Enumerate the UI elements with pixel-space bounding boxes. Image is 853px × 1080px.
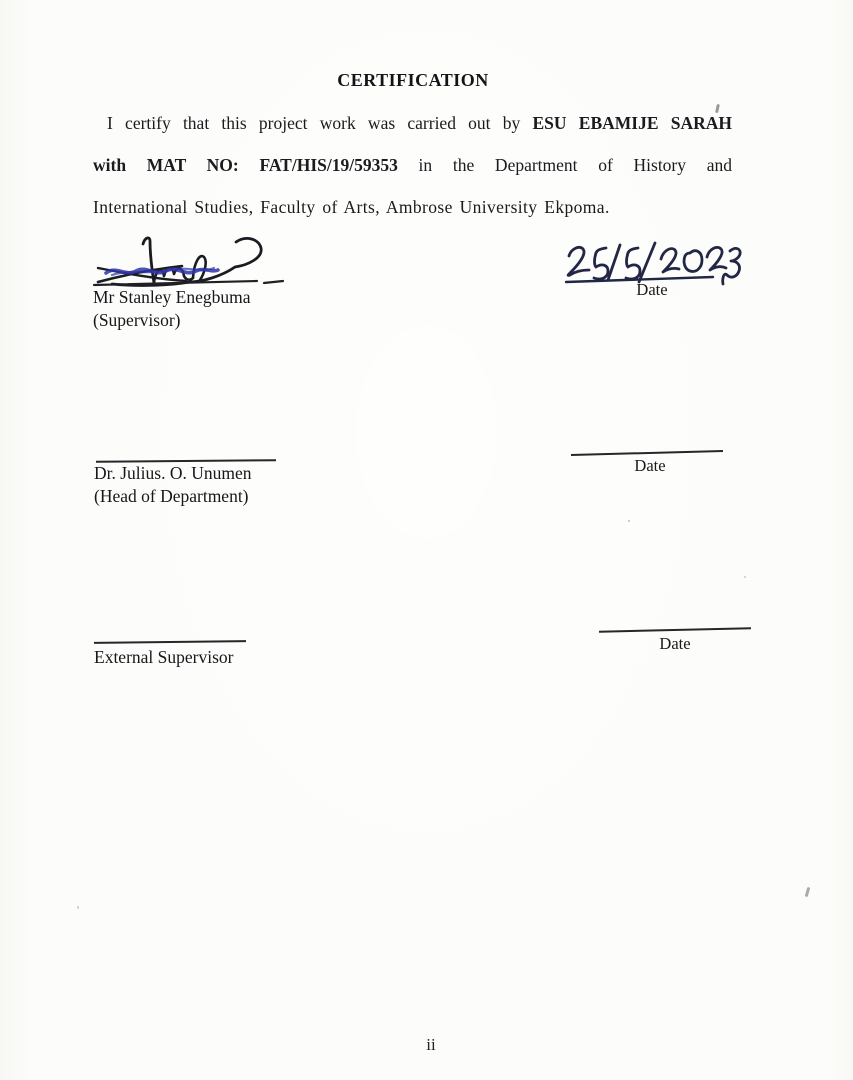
paragraph-line1-normal: I certify that this project work was carried out by: [107, 113, 533, 133]
supervisor-date-label: Date: [636, 280, 668, 299]
mat-no-bold: with MAT NO: FAT/HIS/19/59353: [93, 155, 398, 175]
scan-speck: [628, 520, 630, 522]
supervisor-signature-image: [86, 232, 286, 294]
external-signature-line: [94, 640, 246, 644]
certification-paragraph: [93, 102, 732, 228]
paragraph-line-2: [93, 144, 732, 186]
scan-speck: [744, 576, 746, 578]
supervisor-role: (Supervisor): [93, 310, 181, 330]
external-date-label: Date: [659, 634, 691, 653]
supervisor-name: Mr Stanley Enegbuma: [93, 287, 251, 307]
student-name-bold: ESU EBAMIJE SARAH: [532, 113, 732, 133]
paragraph-line2-normal: in the Department of History and: [397, 155, 732, 175]
external-supervisor-name: External Supervisor: [94, 647, 234, 667]
scan-speck: [77, 906, 79, 909]
hod-name: Dr. Julius. O. Unumen: [94, 463, 252, 483]
page-title: CERTIFICATION: [337, 70, 489, 90]
hod-role: (Head of Department): [94, 486, 249, 506]
hod-date-label: Date: [634, 456, 666, 475]
paragraph-line-1: [93, 102, 732, 144]
scan-speck: [805, 887, 811, 897]
page-number: ii: [426, 1035, 436, 1054]
external-date-line: [599, 627, 751, 632]
paragraph-line-3: International Studies, Faculty of Arts, Ambrose University Ekpoma.: [93, 197, 610, 217]
